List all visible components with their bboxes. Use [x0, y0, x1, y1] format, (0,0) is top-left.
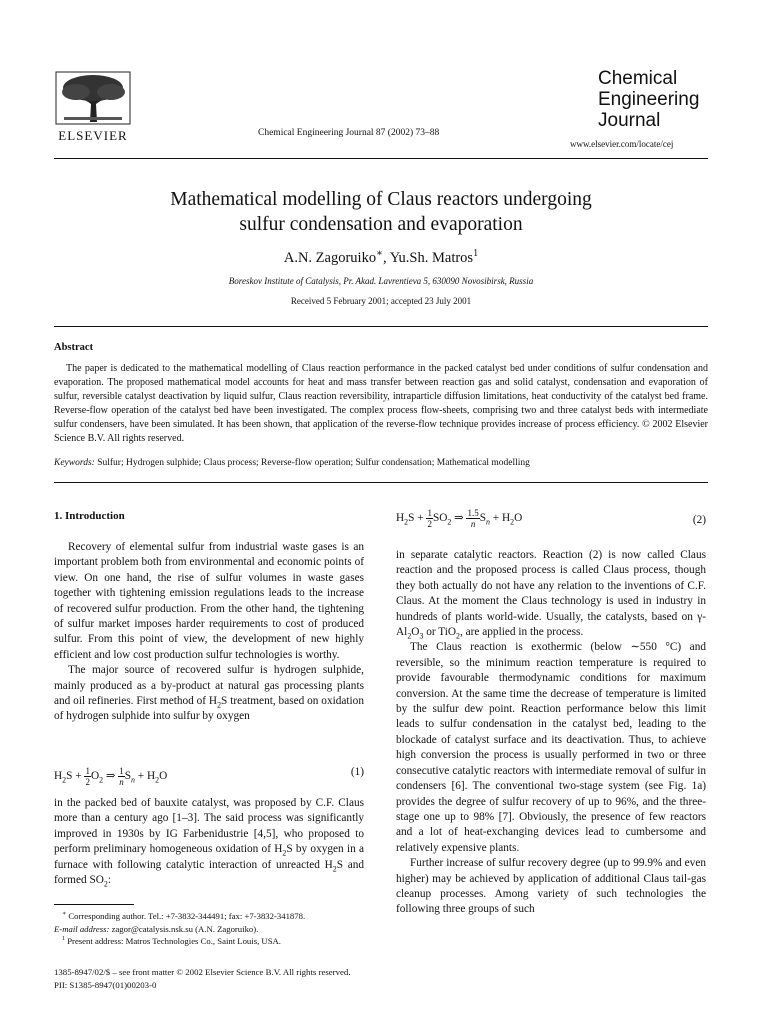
paragraph: Further increase of sulfur recovery degree (up to 99.9% and even higher) may be achieved by application of additional Claus tail-gas cleanup processes. Among variety of such technologies the following three groups of such — [396, 857, 706, 916]
equation-number: (1) — [350, 766, 364, 778]
paragraph-text: in the packed bed of bauxite catalyst, was proposed by C.F. Claus more than a century ago [1–3]. The said process was significantly improved in 1930s by IG Farbenidustrie [4,5], who proposed to perform preliminary homogeneous oxidation of H — [54, 797, 364, 856]
author-list — [54, 250, 708, 267]
footnote-email — [54, 923, 364, 936]
section-heading: 1. Introduction — [54, 510, 125, 522]
paragraph-text: S by oxygen in a furnace with following catalytic interaction of unreacted H — [54, 843, 364, 871]
header-divider — [54, 158, 708, 159]
title-line: Mathematical modelling of Claus reactors undergoing — [170, 189, 592, 210]
paragraph-text: : — [107, 874, 111, 887]
author-name[interactable]: A.N. Zagoruiko — [283, 250, 377, 266]
paragraph-text: , are applied in the process. — [460, 626, 584, 639]
equation-number: (2) — [692, 514, 706, 526]
title-line: sulfur condensation and evaporation — [239, 214, 523, 235]
subscript: 2 — [456, 631, 460, 641]
paragraph-text: O — [411, 626, 420, 639]
journal-reference: Chemical Engineering Journal 87 (2002) 73–88 — [258, 128, 440, 138]
subscript: 2 — [332, 863, 337, 873]
keywords-label: Keywords: — [54, 458, 95, 468]
author-footnote-mark[interactable]: 1 — [473, 248, 479, 260]
left-column-text — [54, 540, 364, 725]
left-column-text-continued — [54, 796, 364, 888]
keywords-divider — [54, 482, 708, 483]
footnote — [54, 910, 364, 923]
abstract-text: The paper is dedicated to the mathematical modelling of Claus reaction performance in the packed catalyst bed under conditions of sulfur condensation and evaporation. The proposed mathematical model accounts for heat and mass transfer between reaction gas and solid catalyst, condensation and evaporation of sulfur, reversible catalyst deactivation by liquid sulfur, Claus reaction reversibility, intraparticle diffusion limitations, heat conductivity of the catalyst bed frame. Reverse-flow operation of the catalyst bed have been investigated. The complex process flow-sheets, comprising two and three catalyst beds with intermediate sulfur condensers, have been simulated. It has been shown, that application of the reverse-flow technique provides increase of process efficiency. © 2002 Elsevier Science B.V. All rights reserved. — [54, 363, 708, 444]
journal-logo-line: Engineering — [598, 89, 700, 110]
journal-logo-line: Journal — [598, 110, 661, 131]
subscript: 2 — [103, 879, 108, 889]
equation-body: $H_2S$ + $\frac{1}{2}$ $O_2$ ⇒ $\frac{1}{n}$ $S_n + H_2O$ — [54, 766, 168, 787]
footnote — [54, 935, 364, 948]
footnote-mark: ∗ — [62, 911, 67, 918]
elsevier-tree-icon — [54, 70, 132, 126]
footnotes — [54, 910, 364, 948]
subscript: 2 — [217, 700, 222, 710]
footnote-text: Present address: Matros Technologies Co., Saint Louis, USA. — [65, 936, 281, 946]
paragraph-text: S treatment, based on oxidation of hydrogen sulphide into sulfur by oxygen — [54, 695, 364, 723]
copyright-block — [54, 966, 351, 992]
paragraph-text: in separate catalytic reactors. Reaction (2) is now called Claus reaction and the proposed process is called Claus process, though they both actually do not have any relation to the inventions of C.F. Claus. At the moment the Claus technology is used in industry in hundreds of plants world-wide. Usually, the catalysts, based on γ-Al — [396, 549, 706, 639]
journal-url-link[interactable]: www.elsevier.com/locate/cej — [570, 139, 674, 149]
author-separator: , — [382, 250, 390, 266]
keywords-text: Sulfur; Hydrogen sulphide; Claus process; Reverse-flow operation; Sulfur condensation; Mathematical modelling — [94, 458, 530, 468]
paragraph — [54, 663, 364, 725]
paragraph-text: or TiO — [423, 626, 457, 639]
paragraph-text: The major source of recovered sulfur is hydrogen sulphide, mainly produced as a by-product at natural gas processing plants and oil refineries. First method of H — [54, 664, 364, 708]
publisher-name: ELSEVIER — [58, 128, 128, 143]
author-name[interactable]: Yu.Sh. Matros — [389, 250, 474, 266]
footnote-divider — [54, 904, 134, 905]
affiliation: Boreskov Institute of Catalysis, Pr. Akad. Lavrentieva 5, 630090 Novosibirsk, Russia — [228, 276, 534, 286]
paragraph — [396, 548, 706, 640]
equation-body: $H_2S$ + $\frac{1}{2}$ $SO_2$ ⇒ $\frac{1.5}{n}$ $S_n + H_2O$ — [396, 508, 523, 529]
subscript: 2 — [407, 631, 412, 641]
abstract-heading: Abstract — [54, 342, 94, 353]
footnote-text: Corresponding author. Tel.: +7-3832-344491; fax: +7-3832-341878. — [66, 911, 306, 921]
email-label: E-mail address: — [54, 923, 110, 934]
copyright-line: 1385-8947/02/$ – see front matter © 2002 Elsevier Science B.V. All rights reserved. — [54, 967, 351, 977]
keywords — [54, 458, 708, 468]
article-title — [54, 187, 708, 237]
email-address-link[interactable]: zagor@catalysis.nsk.su (A.N. Zagoruiko). — [109, 923, 259, 934]
paragraph — [54, 796, 364, 888]
subscript: 3 — [419, 631, 424, 641]
paragraph: The Claus reaction is exothermic (below ∼550 °C) and reversible, so the minimum reaction temperature is required to provide favourable thermodynamic conditions for maximum conversion. At the same time the decrease of temperature is limited by the sulfur dew point. Reaction performance below this limit leads to sulfur condensation in the catalyst bed, leading to the blockade of catalyst surface and its deactivation. Thus, to achieve high conversion the process is usually performed in two or three consecutive catalytic reactors with intermediate removal of sulfur in condensers [6]. The conventional two-stage system (see Fig. 1a) provides the degree of sulfur recovery of up to 96%, and the three-stage one up to 98% [7]. Obviously, the presence of few reactors and a lot of heat-exchanging devices lead to cumbersome and relatively expensive plants. — [396, 641, 706, 854]
journal-logo-line: Chemical — [598, 68, 678, 89]
pii-line: PII: S1385-8947(01)00203-0 — [54, 980, 157, 990]
equation-1 — [54, 766, 364, 787]
abstract-divider — [54, 326, 708, 327]
author-footnote-mark[interactable]: ∗ — [376, 248, 383, 260]
subscript: 2 — [282, 848, 287, 858]
paragraph: Recovery of elemental sulfur from industrial waste gases is an important problem both from environmental and economic points of view. On one hand, the rise of sulfur volumes in waste gases together with tightening emission regulations leads to the increase of recovered sulfur production. From the other hand, the tightening of sulfur market imposes harder requirements to cost of produced sulfur. From this point of view, the development of new highly efficient and low cost production sulfur technologies is worthy. — [54, 541, 364, 661]
paragraph-text: S and formed SO — [54, 858, 365, 887]
received-dates: Received 5 February 2001; accepted 23 July 2001 — [290, 296, 472, 306]
journal-logo — [598, 68, 699, 131]
equation-2 — [396, 508, 706, 529]
footnote-mark: 1 — [62, 936, 66, 943]
publisher-logo — [54, 70, 132, 144]
right-column-text — [396, 548, 706, 918]
